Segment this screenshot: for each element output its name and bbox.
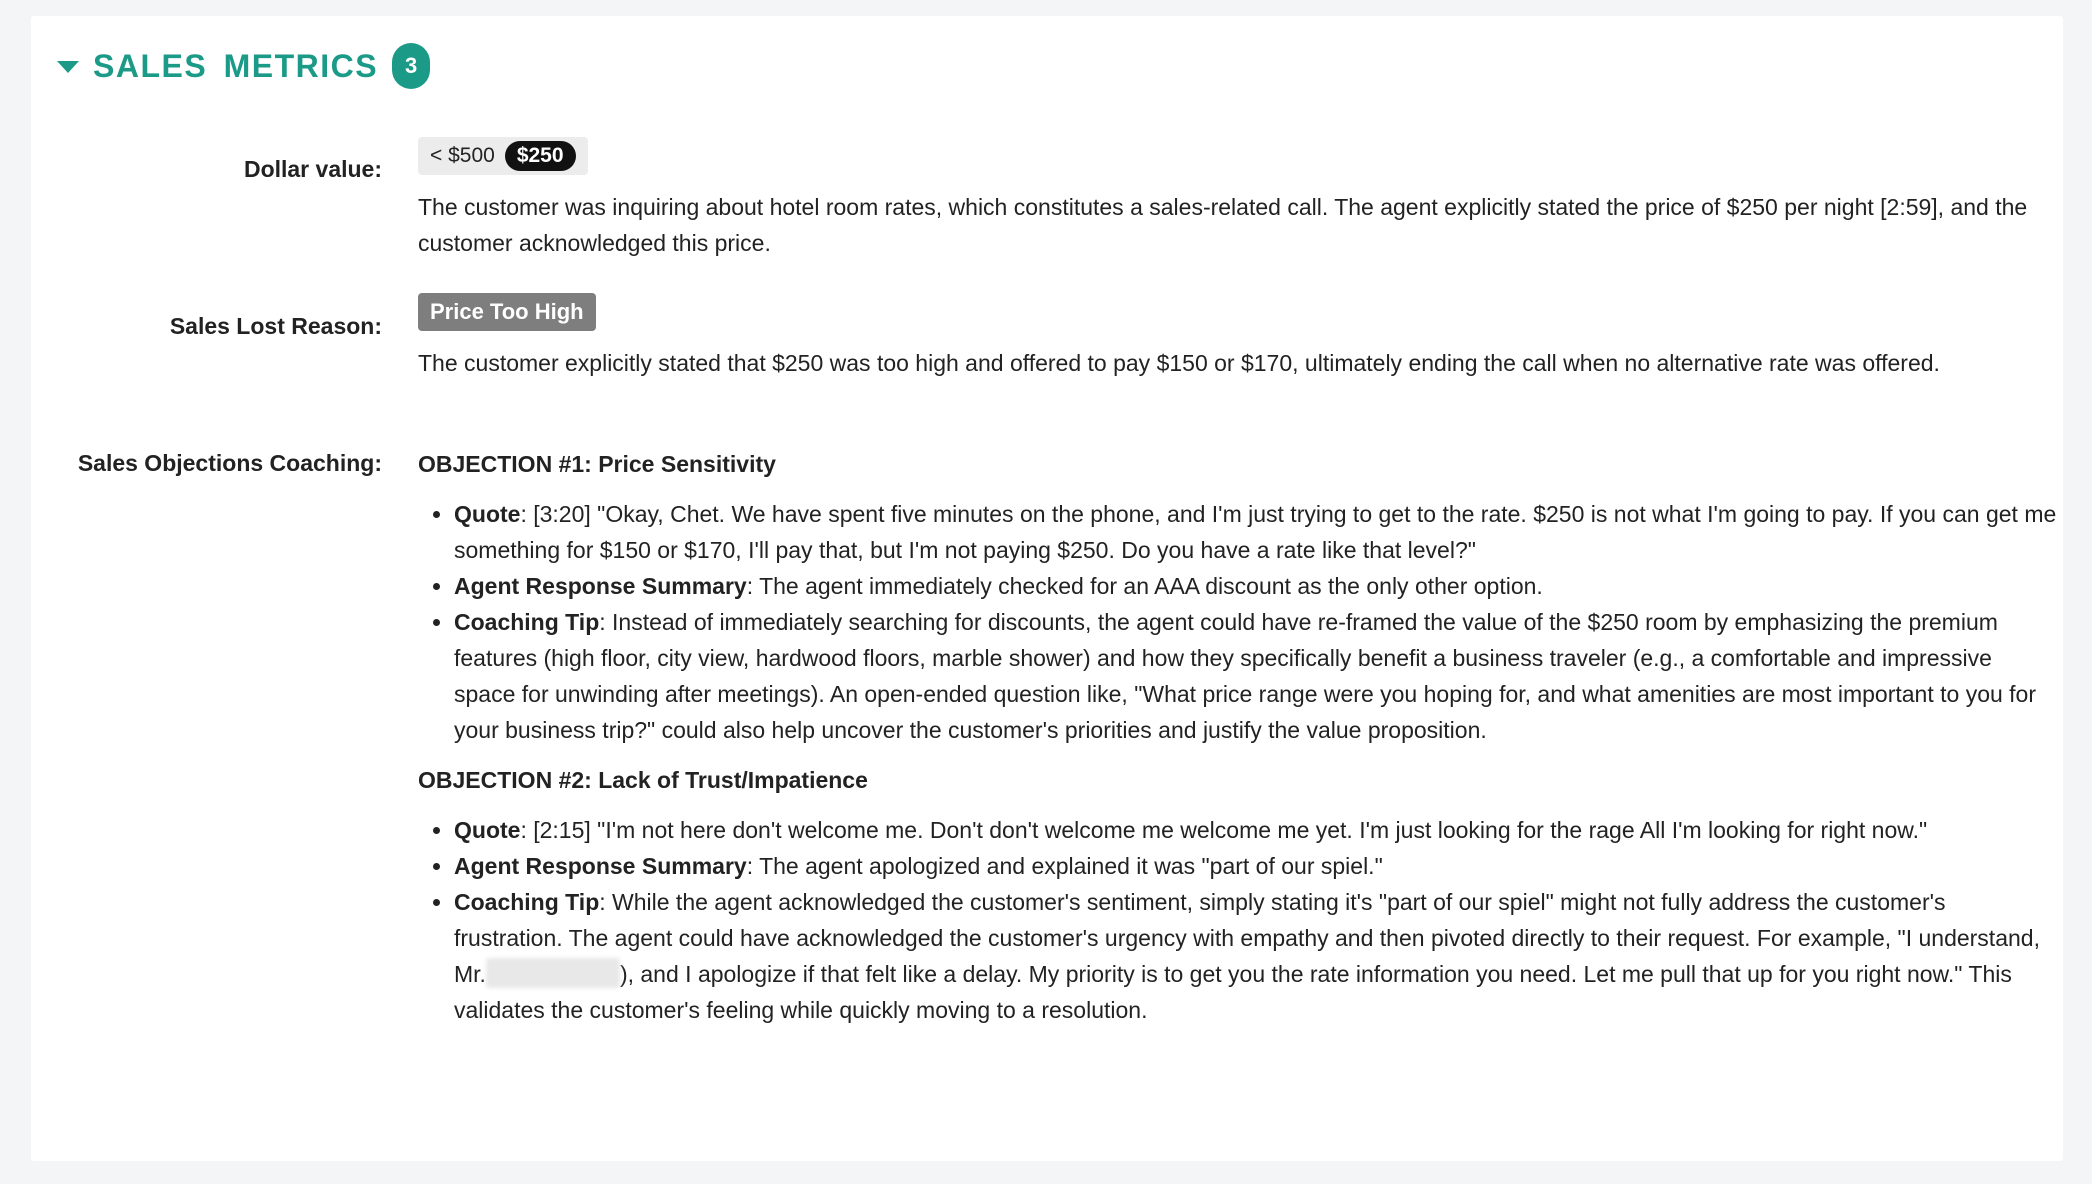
- tip-text-after: ), and I apologize if that felt like a delay. My priority is to get you the rate information you need. Let me pull that up for you right now." This validates the customer's feeling while quickly moving to a resolution.: [454, 961, 2012, 1023]
- redacted-name: [486, 958, 620, 988]
- sales-lost-reason-description: The customer explicitly stated that $250 was too high and offered to pay $150 or $170, ultimately ending the call when no alternative rate was offered.: [418, 350, 1940, 376]
- objection-2-summary: [454, 848, 2058, 884]
- value-chip: $250: [505, 141, 576, 171]
- section-title[interactable]: SALES METRICS: [93, 47, 379, 84]
- sales-lost-reason-content: [418, 293, 2058, 381]
- quote-label: Quote: [454, 501, 521, 527]
- summary-label: Agent Response Summary: [454, 573, 747, 599]
- section-header[interactable]: [57, 36, 430, 96]
- sales-metrics-panel: [31, 16, 2063, 1161]
- dollar-value-content: [418, 136, 2058, 261]
- coaching-content: [418, 446, 2058, 1042]
- objection-2-tip: [454, 884, 2058, 1028]
- dollar-value-label: Dollar value:: [243, 156, 382, 182]
- tip-text-before: : While the agent acknowledged the customer's sentiment, simply stating it's "part of our spiel" might not fully address the customer's frustration. The agent could have acknowledged the customer's urgency with empathy and then pivoted directly to their request. For example, "I understand, Mr.: [454, 889, 2040, 987]
- objection-1-tip: [454, 604, 2058, 748]
- price-too-high-tag: Price Too High: [418, 293, 596, 331]
- objection-1-summary: [454, 568, 2058, 604]
- objection-2-list: [418, 812, 2058, 1028]
- tip-label: Coaching Tip: [454, 889, 600, 915]
- summary-text: : The agent immediately checked for an AAA discount as the only other option.: [746, 573, 1543, 599]
- tip-text: : Instead of immediately searching for discounts, the agent could have re-framed the value of the $250 room by emphasizing the premium features (high floor, city view, hardwood floors, marble shower) and how they specifically benefit a business traveler (e.g., a comfortable and impressive space for unwinding after meetings). An open-ended question like, "What price range were you hoping for, and what amenities are most important to you for your business trip?" could also help uncover the customer's priorities and justify the value proposition.: [454, 609, 2037, 743]
- quote-label: Quote: [454, 817, 521, 843]
- coaching-label: Sales Objections Coaching:: [77, 450, 382, 476]
- count-badge: 3: [392, 43, 430, 89]
- objection-2-title: OBJECTION #2: Lack of Trust/Impatience: [418, 767, 868, 793]
- caret-down-icon[interactable]: [57, 61, 79, 73]
- objection-1-title: OBJECTION #1: Price Sensitivity: [418, 451, 776, 477]
- objection-1-list: [418, 496, 2058, 748]
- objection-2-quote: [454, 812, 2058, 848]
- sales-lost-reason-label: Sales Lost Reason:: [169, 313, 382, 339]
- summary-label: Agent Response Summary: [454, 853, 747, 879]
- quote-text: : [3:20] "Okay, Chet. We have spent five minutes on the phone, and I'm just trying to get to the rate. $250 is not what I'm going to pay. If you can get me something for $150 or $170, I'll pay that, but I'm not paying $250. Do you have a rate like that level?": [454, 501, 2057, 563]
- objection-1-quote: [454, 496, 2058, 568]
- range-chip: < $500: [430, 144, 495, 167]
- quote-text: : [2:15] "I'm not here don't welcome me. Don't don't welcome me welcome me yet. I'm just looking for the rage All I'm looking for right now.": [520, 817, 1928, 843]
- tip-label: Coaching Tip: [454, 609, 600, 635]
- dollar-value-chips: [418, 137, 588, 175]
- dollar-value-description: The customer was inquiring about hotel room rates, which constitutes a sales-related call. The agent explicitly stated the price of $250 per night [2:59], and the customer acknowledged this price.: [418, 194, 2028, 256]
- summary-text: : The agent apologized and explained it was "part of our spiel.": [746, 853, 1383, 879]
